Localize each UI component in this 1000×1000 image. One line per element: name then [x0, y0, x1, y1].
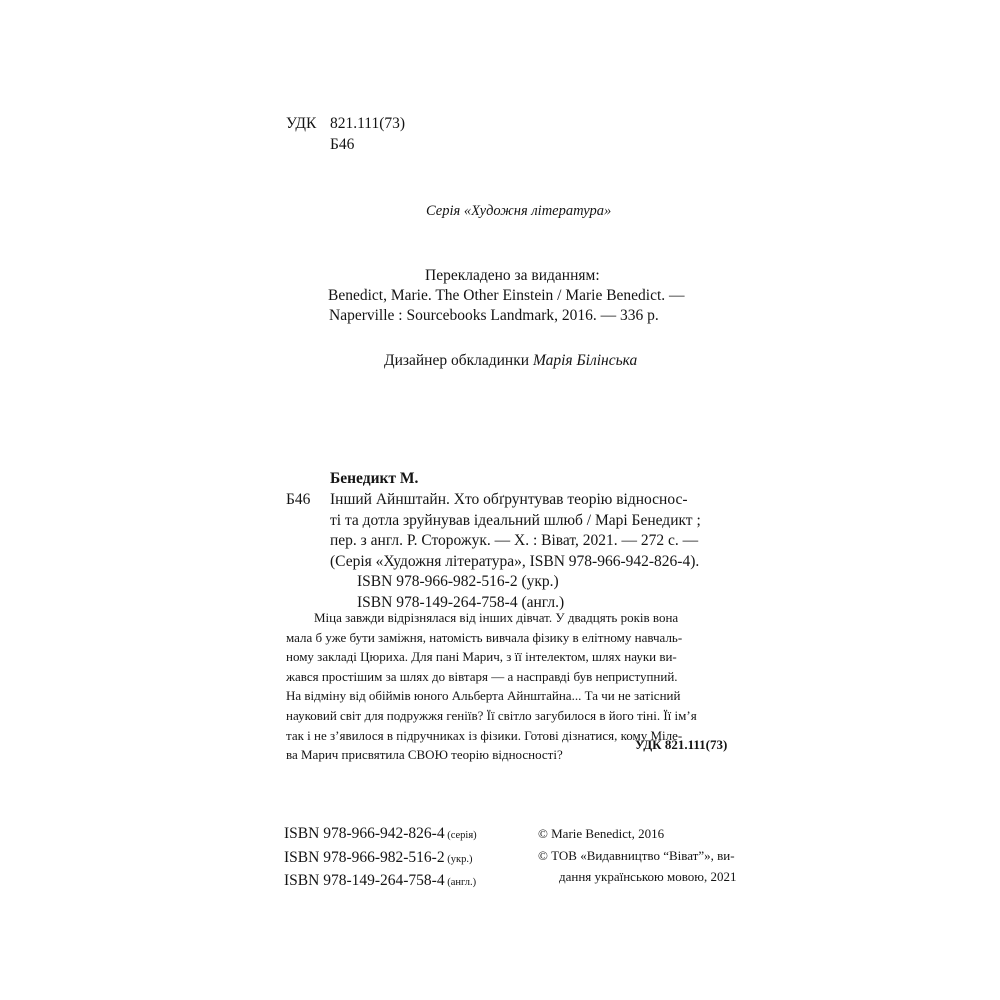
udk-label: УДК	[286, 115, 317, 132]
isbn-entry	[284, 823, 477, 847]
isbn-entry	[284, 847, 477, 871]
isbn-note: (серія)	[444, 830, 477, 841]
copyright-line: дання українською мовою, 2021	[559, 869, 737, 884]
author-mark: Б46	[330, 136, 355, 153]
isbn-note: (укр.)	[444, 853, 473, 865]
translation-line: Перекладено за виданням:	[425, 267, 600, 284]
series-name: Художня література	[471, 203, 604, 219]
catalog-mark: Б46	[286, 491, 311, 508]
catalog-line: Інший Айнштайн. Хто обґрунтував теорію відноснос-	[330, 491, 688, 508]
annotation-line: Міца завжди відрізнялася від інших дівчат. У двадцять років вона	[314, 610, 679, 625]
cover-designer	[384, 352, 637, 370]
isbn-number: ISBN 978-966-942-826-4	[284, 825, 445, 842]
translation-line: Naperville : Sourcebooks Landmark, 2016. — 336 p.	[329, 307, 659, 324]
isbn-note: (англ.)	[444, 877, 477, 888]
isbn-list	[284, 823, 477, 894]
annotation-line: так і не з’явилося в підручниках із фізики. Готові дізнатися, кому Міле-	[286, 727, 683, 743]
annotation-line: На відміну від обіймів юного Альберта Айнштайна... Та чи не затісний	[286, 688, 681, 704]
catalog-line: ті та дотла зруйнував ідеальний шлюб / Марі Бенедикт ;	[330, 511, 701, 529]
designer-label: Дизайнер обкладинки	[384, 352, 533, 369]
udk-code: 821.111(73)	[330, 115, 406, 132]
copyright-line: © Marie Benedict, 2016	[538, 826, 665, 841]
annotation-line: науковий світ для подружжя геніїв? Її світло загубилося в його тіні. Її ім’я	[286, 707, 697, 723]
translation-source	[328, 266, 685, 326]
series-suffix: »	[603, 203, 612, 219]
designer-name: Марія Білінська	[532, 352, 638, 369]
catalog-line: пер. з англ. Р. Сторожук. — Х. : Віват, 2021. — 272 с. —	[330, 532, 699, 549]
annotation-line: мала б уже бути заміжня, натомість вивчала фізику в елітному навчаль-	[286, 629, 683, 645]
isbn-number: ISBN 978-149-264-758-4	[284, 872, 445, 889]
annotation-line: ва Марич присвятила СВОЮ теорію відносності?	[286, 747, 563, 763]
copyright-line: © ТОВ «Видавництво “Віват”», ви-	[538, 847, 735, 863]
annotation-line: ному закладі Цюриха. Для пані Марич, з її інтелектом, шлях науки ви-	[286, 649, 677, 665]
catalog-description	[330, 490, 701, 613]
catalog-line: (Серія «Художня література», ISBN 978-966-942-826-4).	[330, 552, 700, 570]
series-prefix: Серія «	[426, 203, 472, 219]
udk-bottom: УДК 821.111(73)	[635, 737, 728, 752]
isbn-entry	[284, 870, 477, 894]
copyright-block	[538, 823, 737, 888]
catalog-author: Бенедикт М.	[330, 470, 419, 487]
translation-line: Benedict, Marie. The Other Einstein / Marie Benedict. —	[328, 287, 685, 304]
annotation-line: жався простішим за шлях до вівтаря — а насправді був неприступний.	[286, 668, 678, 684]
isbn-number: ISBN 978-966-982-516-2	[284, 848, 445, 866]
catalog-isbn-line: ISBN 978-966-982-516-2 (укр.)	[357, 573, 559, 590]
series-line	[426, 203, 611, 220]
catalog-isbn-line: ISBN 978-149-264-758-4 (англ.)	[357, 593, 565, 611]
